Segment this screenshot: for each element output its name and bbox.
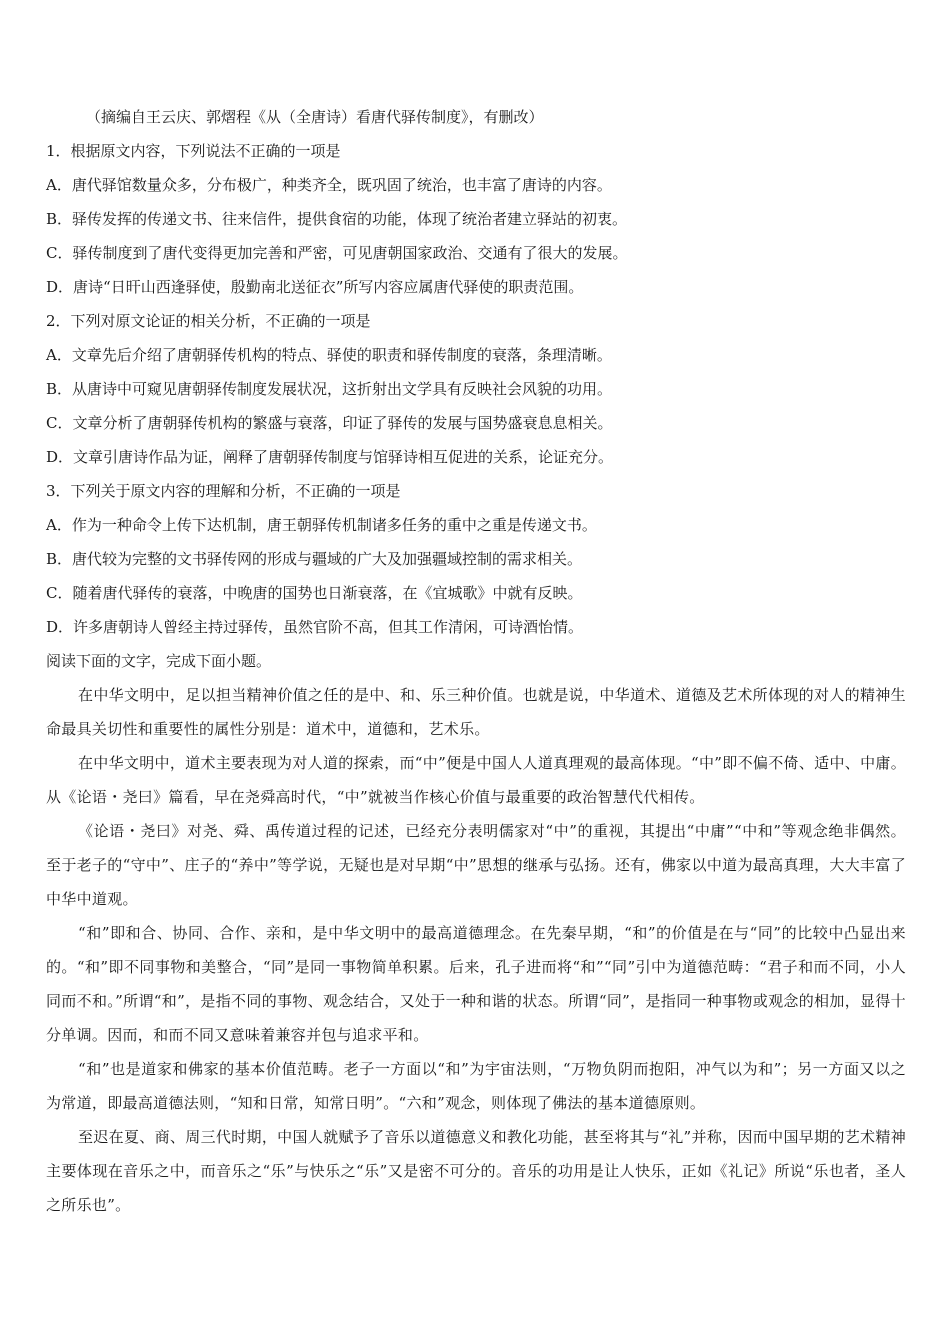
passage-paragraph: 《论语・尧曰》对尧、舜、禹传道过程的记述，已经充分表明儒家对“中”的重视，其提出“中庸”“中和”等观念绝非偶然。至于老子的“守中”、庄子的“养中”等学说，无疑也是对早期“中”思想的继承与弘扬。还有，佛家以中道为最高真理，大大丰富了中华中道观。 [46, 822, 906, 908]
reading-passage [46, 678, 906, 1222]
option-b: B．驿传发挥的传递文书、往来信件，提供食宿的功能，体现了统治者建立驿站的初衷。 [46, 210, 628, 228]
question-2 [46, 304, 906, 474]
question-3 [46, 474, 906, 644]
option-c: C．文章分析了唐朝驿传机构的繁盛与衰落，印证了驿传的发展与国势盛衰息息相关。 [46, 414, 613, 432]
option-c: C．驿传制度到了唐代变得更加完善和严密，可见唐朝国家政治、交通有了很大的发展。 [46, 244, 628, 262]
passage-paragraph: 在中华文明中，足以担当精神价值之任的是中、和、乐三种价值。也就是说，中华道术、道德及艺术所体现的对人的精神生命最具关切性和重要性的属性分别是：道术中，道德和，艺术乐。 [46, 686, 906, 738]
option-b: B．从唐诗中可窥见唐朝驿传制度发展状况，这折射出文学具有反映社会风貌的功用。 [46, 380, 613, 398]
option-d: D．文章引唐诗作品为证，阐释了唐朝驿传制度与馆驿诗相互促进的关系，论证充分。 [46, 448, 614, 466]
option-d: D．许多唐朝诗人曾经主持过驿传，虽然官阶不高，但其工作清闲，可诗酒怡情。 [46, 618, 584, 636]
option-b: B．唐代较为完整的文书驿传网的形成与疆域的广大及加强疆域控制的需求相关。 [46, 550, 583, 568]
option-d: D．唐诗“日旰山西逢驿使，殷勤南北送征衣”所写内容应属唐代驿使的职责范围。 [46, 278, 584, 296]
passage-paragraph: 至迟在夏、商、周三代时期，中国人就赋予了音乐以道德意义和教化功能，甚至将其与“礼”并称，因而中国早期的艺术精神主要体现在音乐之中，而音乐之“乐”与快乐之“乐”又是密不可分的。音乐的功用是让人快乐，正如《礼记》所说“乐也者，圣人之所乐也”。 [46, 1128, 906, 1214]
option-a: A．唐代驿馆数量众多，分布极广，种类齐全，既巩固了统治，也丰富了唐诗的内容。 [46, 176, 612, 194]
question-stem: 3．下列关于原文内容的理解和分析，不正确的一项是 [46, 482, 401, 500]
passage-paragraph: 在中华文明中，道术主要表现为对人道的探索，而“中”便是中国人人道真理观的最高体现。“中”即不偏不倚、适中、中庸。从《论语・尧曰》篇看，早在尧舜高时代，“中”就被当作核心价值与最重要的政治智慧代代相传。 [46, 754, 906, 806]
passage-paragraph: “和”即和合、协同、合作、亲和，是中华文明中的最高道德理念。在先秦早期，“和”的价值是在与“同”的比较中凸显出来的。“和”即不同事物和美整合，“同”是同一事物简单积累。后来，孔子进而将“和”“同”引中为道德范畴：“君子和而不同，小人同而不和。”所谓“和”，是指不同的事物、观念结合，又处于一种和谐的状态。所谓“同”，是指同一种事物或观念的相加，显得十分单调。因而，和而不同又意味着兼容并包与追求平和。 [46, 924, 906, 1044]
source-citation: （摘编自王云庆、郭熠程《从（全唐诗）看唐代驿传制度》，有删改） [86, 108, 544, 126]
question-1 [46, 134, 906, 304]
option-a: A．文章先后介绍了唐朝驿传机构的特点、驿使的职责和驿传制度的衰落，条理清晰。 [46, 346, 612, 364]
reading-prompt: 阅读下面的文字，完成下面小题。 [46, 652, 272, 670]
option-c: C．随着唐代驿传的衰落，中晚唐的国势也日渐衰落，在《宜城歌》中就有反映。 [46, 584, 583, 602]
option-a: A．作为一种命令上传下达机制，唐王朝驿传机制诸多任务的重中之重是传递文书。 [46, 516, 597, 534]
question-stem: 1．根据原文内容，下列说法不正确的一项是 [46, 142, 341, 160]
passage-paragraph: “和”也是道家和佛家的基本价值范畴。老子一方面以“和”为宇宙法则，“万物负阴而抱阳，冲气以为和”；另一方面又以之为常道，即最高道德法则，“知和日常，知常日明”。“六和”观念，则体现了佛法的基本道德原则。 [46, 1060, 906, 1112]
question-stem: 2．下列对原文论证的相关分析，不正确的一项是 [46, 312, 371, 330]
